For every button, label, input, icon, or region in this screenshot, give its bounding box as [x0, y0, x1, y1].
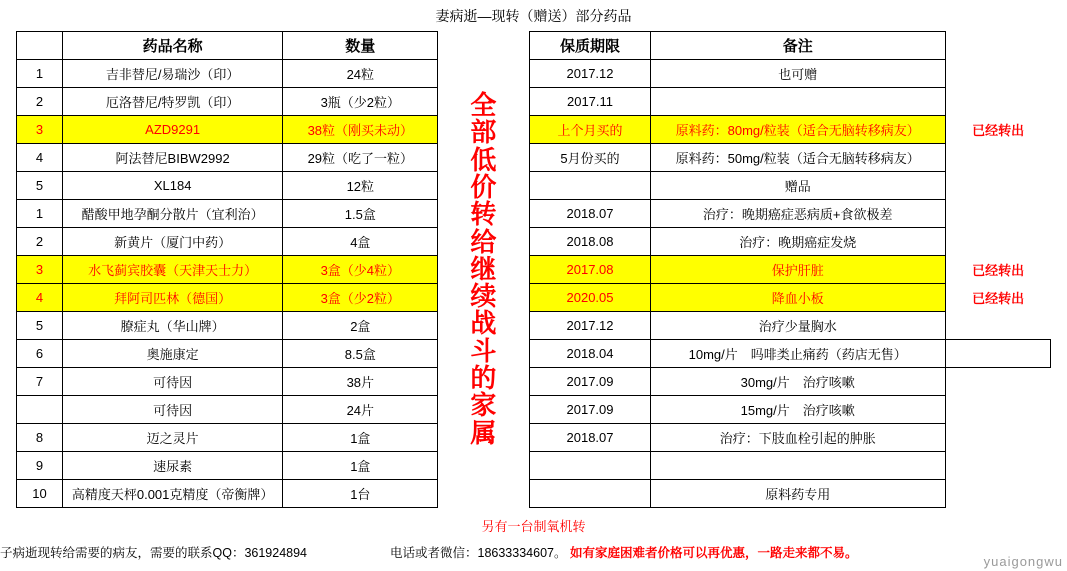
cell-name: 膫症丸（华山牌）	[63, 312, 283, 340]
cell-done	[945, 312, 1050, 340]
cell-expiry: 2018.08	[530, 228, 650, 256]
cell-index: 10	[17, 480, 63, 508]
banner-char: 斗	[470, 335, 498, 366]
cell-note: 原料药：80mg/粒装（适合无脑转移病友）	[650, 116, 945, 144]
banner-char: 家	[470, 390, 498, 421]
cell-note: 治疗：晚期癌症发烧	[650, 228, 945, 256]
cell-done: 已经转出	[972, 123, 1025, 138]
cell-expiry: 2020.05	[530, 284, 650, 312]
cell-index: 2	[17, 88, 63, 116]
cell-note: 治疗：下肢血栓引起的肿胀	[650, 424, 945, 452]
cell-note: 30mg/片 治疗咳嗽	[650, 368, 945, 396]
cell-expiry	[530, 172, 650, 200]
cell-index: 1	[17, 200, 63, 228]
cell-name: 厄洛替尼/特罗凯（印）	[63, 88, 283, 116]
contact-note: 如有家庭困难者价格可以再优惠，一路走来都不易。	[570, 546, 858, 560]
contact-phone: 电话或者微信：18633334607。	[390, 546, 567, 560]
cell-index: 4	[17, 144, 63, 172]
cell-done	[945, 60, 1050, 88]
cell-note: 10mg/片 吗啡类止痛药（药店无售）	[650, 340, 945, 368]
cell-note: 降血小板	[650, 284, 945, 312]
table-row	[17, 424, 1051, 452]
page-title: 妻病逝—现转（赠送）部分药品	[435, 8, 632, 24]
cell-qty: 38片	[283, 368, 438, 396]
table-row	[17, 116, 1051, 144]
table-row	[17, 480, 1051, 508]
cell-qty: 4盒	[283, 228, 438, 256]
banner-char: 价	[470, 171, 498, 202]
cell-note: 保护肝脏	[650, 256, 945, 284]
cell-qty: 8.5盒	[283, 340, 438, 368]
banner-char: 续	[470, 281, 498, 312]
banner-char: 低	[470, 144, 498, 175]
table-row	[17, 60, 1051, 88]
cell-done	[945, 172, 1050, 200]
cell-note: 15mg/片 治疗咳嗽	[650, 396, 945, 424]
table-row	[17, 452, 1051, 480]
cell-qty: 3盒（少2粒）	[283, 284, 438, 312]
cell-done	[945, 144, 1050, 172]
cell-qty: 1盒	[283, 452, 438, 480]
cell-note: 原料药专用	[650, 480, 945, 508]
table-row	[17, 144, 1051, 172]
cell-expiry: 2017.09	[530, 368, 650, 396]
cell-index: 6	[17, 340, 63, 368]
cell-done	[945, 452, 1050, 480]
header-expiry: 保质期限	[530, 32, 650, 60]
cell-index: 1	[17, 60, 63, 88]
cell-done-selected[interactable]	[945, 340, 1050, 368]
cell-done	[945, 368, 1050, 396]
cell-qty: 3瓶（少2粒）	[283, 88, 438, 116]
header-name: 药品名称	[63, 32, 283, 60]
cell-name: 可待因	[63, 396, 283, 424]
cell-index: 3	[17, 116, 63, 144]
table-row	[17, 340, 1051, 368]
cell-note	[650, 452, 945, 480]
cell-done	[945, 396, 1050, 424]
cell-qty: 1盒	[283, 424, 438, 452]
cell-done	[945, 228, 1050, 256]
table-row	[17, 368, 1051, 396]
cell-expiry: 2018.07	[530, 200, 650, 228]
cell-name: 水飞蓟宾胶囊（天津天士力）	[63, 256, 283, 284]
banner-char: 属	[470, 417, 498, 448]
cell-qty: 24片	[283, 396, 438, 424]
cell-note: 也可赠	[650, 60, 945, 88]
cell-done: 已经转出	[972, 291, 1025, 306]
middle-banner-cell	[438, 32, 530, 508]
drug-list-sheet	[16, 31, 1051, 508]
table-row	[17, 396, 1051, 424]
cell-name: 醋酸甲地孕酮分散片（宜利治）	[63, 200, 283, 228]
cell-name: 拜阿司匹林（德国）	[63, 284, 283, 312]
cell-index: 9	[17, 452, 63, 480]
header-qty: 数量	[283, 32, 438, 60]
banner-char: 部	[470, 117, 498, 148]
cell-index: 2	[17, 228, 63, 256]
cell-index: 4	[17, 284, 63, 312]
cell-done	[945, 480, 1050, 508]
cell-expiry: 2017.11	[530, 88, 650, 116]
cell-expiry: 2018.07	[530, 424, 650, 452]
header-index	[17, 32, 63, 60]
cell-expiry: 上个月买的	[530, 116, 650, 144]
cell-expiry	[530, 480, 650, 508]
cell-index: 7	[17, 368, 63, 396]
cell-qty: 3盒（少4粒）	[283, 256, 438, 284]
middle-banner-text	[440, 90, 527, 449]
cell-expiry	[530, 452, 650, 480]
table-row	[17, 312, 1051, 340]
cell-expiry: 5月份买的	[530, 144, 650, 172]
cell-qty: 12粒	[283, 172, 438, 200]
cell-expiry: 2017.09	[530, 396, 650, 424]
cell-name: 阿法替尼BIBW2992	[63, 144, 283, 172]
cell-index: 8	[17, 424, 63, 452]
banner-char: 全	[470, 90, 498, 121]
banner-char: 转	[470, 199, 498, 230]
cell-index	[17, 396, 63, 424]
cell-done	[945, 424, 1050, 452]
table-row	[17, 88, 1051, 116]
cell-index: 5	[17, 312, 63, 340]
cell-name: 新黄片（厦门中药）	[63, 228, 283, 256]
cell-name: 速尿素	[63, 452, 283, 480]
cell-index: 5	[17, 172, 63, 200]
contact-qq: 子病逝现转给需要的病友，需要的联系QQ：361924894	[0, 546, 308, 560]
header-done	[945, 32, 1050, 60]
cell-name: 吉非替尼/易瑞沙（印）	[63, 60, 283, 88]
cell-qty: 24粒	[283, 60, 438, 88]
table-row	[17, 228, 1051, 256]
cell-qty: 1台	[283, 480, 438, 508]
banner-char: 的	[470, 363, 498, 394]
cell-expiry: 2017.12	[530, 312, 650, 340]
cell-done: 已经转出	[972, 263, 1025, 278]
cell-name: 高精度天枰0.001克精度（帝衡牌）	[63, 480, 283, 508]
cell-expiry: 2017.08	[530, 256, 650, 284]
cell-note	[650, 88, 945, 116]
cell-note: 治疗：晚期癌症恶病质+食欲极差	[650, 200, 945, 228]
cell-expiry: 2018.04	[530, 340, 650, 368]
banner-char: 给	[470, 226, 498, 257]
table-row	[17, 284, 1051, 312]
cell-name: 可待因	[63, 368, 283, 396]
contact-bar	[0, 540, 1067, 566]
table-row	[17, 200, 1051, 228]
cell-note: 原料药：50mg/粒装（适合无脑转移病友）	[650, 144, 945, 172]
cell-index: 3	[17, 256, 63, 284]
cell-expiry: 2017.12	[530, 60, 650, 88]
cell-qty: 2盒	[283, 312, 438, 340]
cell-done	[945, 88, 1050, 116]
banner-char: 战	[470, 308, 498, 339]
cell-qty: 29粒（吃了一粒）	[283, 144, 438, 172]
header-note: 备注	[650, 32, 945, 60]
drug-table	[16, 31, 1051, 508]
cell-qty: 38粒（刚买未动）	[283, 116, 438, 144]
cell-note: 赠品	[650, 172, 945, 200]
cell-name: XL184	[63, 172, 283, 200]
cell-qty: 1.5盒	[283, 200, 438, 228]
watermark: yuaigongwu	[983, 554, 1063, 569]
cell-done	[945, 200, 1050, 228]
cell-name: AZD9291	[63, 116, 283, 144]
cell-name: 迈之灵片	[63, 424, 283, 452]
table-row	[17, 172, 1051, 200]
table-header-row	[17, 32, 1051, 60]
cell-name: 奥施康定	[63, 340, 283, 368]
banner-char: 继	[470, 253, 498, 284]
cell-note: 治疗少量胸水	[650, 312, 945, 340]
table-row	[17, 256, 1051, 284]
footnote: 另有一台制氧机转	[481, 519, 586, 534]
